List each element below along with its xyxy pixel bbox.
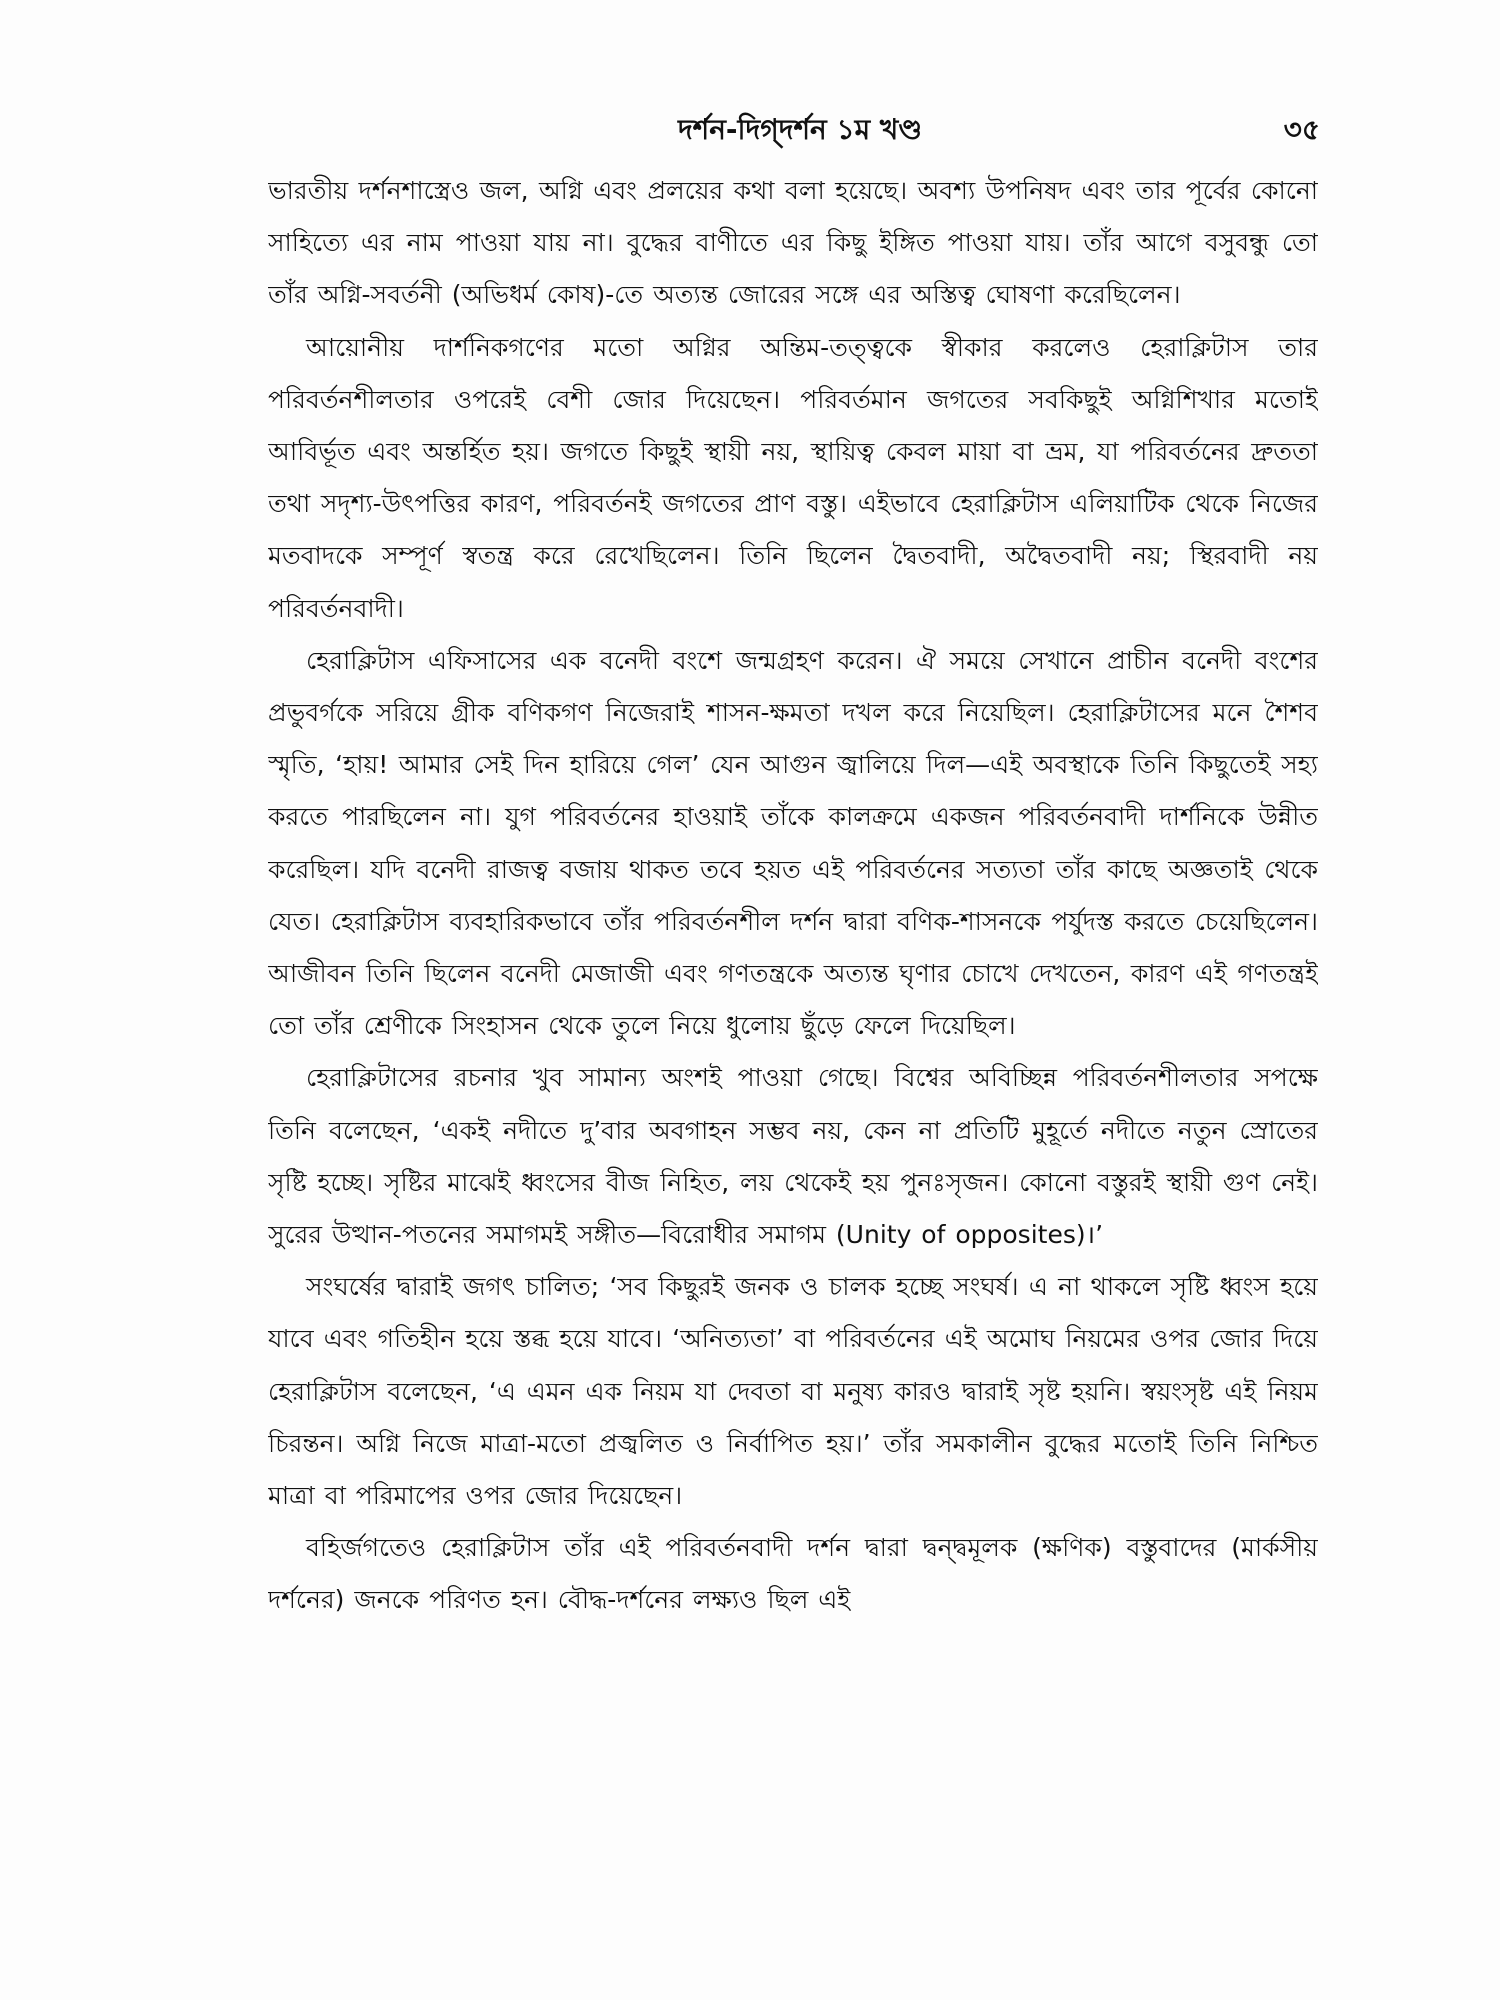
paragraph: হেরাক্লিটাসের রচনার খুব সামান্য অংশই পাওয়া গেছে। বিশ্বের অবিচ্ছিন্ন পরিবর্তনশীলতার সপক্ষে তিনি বলেছেন, ‘একই নদীতে দু’বার অবগাহন সম্ভব নয়, কেন না প্রতিটি মুহূর্তে নদীতে নতুন স্রোতের সৃষ্টি হচ্ছে। সৃষ্টির মাঝেই ধ্বংসের বীজ নিহিত, লয় থেকেই হয় পুনঃসৃজন। কোনো বস্তুরই স্থায়ী গুণ নেই। সুরের উত্থান-পতনের সমাগমই সঙ্গীত—বিরোধীর সমাগম (Unity of opposites)।’ (268, 1063, 1318, 1250)
paragraph: আয়োনীয় দার্শনিকগণের মতো অগ্নির অন্তিম-তত্ত্বকে স্বীকার করলেও হেরাক্লিটাস তার পরিবর্তনশীলতার ওপরেই বেশী জোর দিয়েছেন। পরিবর্তমান জগতের সবকিছুই অগ্নিশিখার মতোই আবির্ভূত এবং অন্তর্হিত হয়। জগতে কিছুই স্থায়ী নয়, স্থায়িত্ব কেবল মায়া বা ভ্রম, যা পরিবর্তনের দ্রুততা তথা সদৃশ্য-উৎপত্তির কারণ, পরিবর্তনই জগতের প্রাণ বস্তু। এইভাবে হেরাক্লিটাস এলিয়াটিক থেকে নিজের মতবাদকে সম্পূর্ণ স্বতন্ত্র করে রেখেছিলেন। তিনি ছিলেন দ্বৈতবাদী, অদ্বৈতবাদী নয়; স্থিরবাদী নয় পরিবর্তনবাদী। (268, 332, 1318, 623)
page-number: ৩৫ (1283, 113, 1320, 146)
paragraph: হেরাক্লিটাস এফিসাসের এক বনেদী বংশে জন্মগ্রহণ করেন। ঐ সময়ে সেখানে প্রাচীন বনেদী বংশের প্রভুবর্গকে সরিয়ে গ্রীক বণিকগণ নিজেরাই শাসন-ক্ষমতা দখল করে নিয়েছিল। হেরাক্লিটাসের মনে শৈশব স্মৃতি, ‘হায়! আমার সেই দিন হারিয়ে গেল’ যেন আগুন জ্বালিয়ে দিল—এই অবস্থাকে তিনি কিছুতেই সহ্য করতে পারছিলেন না। যুগ পরিবর্তনের হাওয়াই তাঁকে কালক্রমে একজন পরিবর্তনবাদী দার্শনিকে উন্নীত করেছিল। যদি বনেদী রাজত্ব বজায় থাকত তবে হয়ত এই পরিবর্তনের সত্যতা তাঁর কাছে অজ্ঞতাই থেকে যেত। হেরাক্লিটাস ব্যবহারিকভাবে তাঁর পরিবর্তনশীল দর্শন দ্বারা বণিক-শাসনকে পর্যুদস্ত করতে চেয়েছিলেন। আজীবন তিনি ছিলেন বনেদী মেজাজী এবং গণতন্ত্রকে অত্যন্ত ঘৃণার চোখে দেখতেন, কারণ এই গণতন্ত্রই তো তাঁর শ্রেণীকে সিংহাসন থেকে তুলে নিয়ে ধুলোয় ছুঁড়ে ফেলে দিয়েছিল। (268, 645, 1318, 1041)
page-title: দর্শন-দিগ্‌দর্শন ১ম খণ্ড (677, 113, 923, 146)
paragraph: বহির্জগতেও হেরাক্লিটাস তাঁর এই পরিবর্তনবাদী দর্শন দ্বারা দ্বন্দ্বমূলক (ক্ষণিক) বস্তুবাদের (মার্কসীয় দর্শনের) জনকে পরিণত হন। বৌদ্ধ-দর্শনের লক্ষ্যও ছিল এই (268, 1533, 1318, 1615)
paragraph: ভারতীয় দর্শনশাস্ত্রেও জল, অগ্নি এবং প্রলয়ের কথা বলা হয়েছে। অবশ্য উপনিষদ এবং তার পূর্বের কোনো সাহিত্যে এর নাম পাওয়া যায় না। বুদ্ধের বাণীতে এর কিছু ইঙ্গিত পাওয়া যায়। তাঁর আগে বসুবন্ধু তো তাঁর অগ্নি-সবর্তনী (অভিধর্ম কোষ)-তে অত্যন্ত জোরের সঙ্গে এর অস্তিত্ব ঘোষণা করেছিলেন। (268, 176, 1318, 310)
paragraph: সংঘর্ষের দ্বারাই জগৎ চালিত; ‘সব কিছুরই জনক ও চালক হচ্ছে সংঘর্ষ। এ না থাকলে সৃষ্টি ধ্বংস হয়ে যাবে এবং গতিহীন হয়ে স্তব্ধ হয়ে যাবে। ‘অনিত্যতা’ বা পরিবর্তনের এই অমোঘ নিয়মের ওপর জোর দিয়ে হেরাক্লিটাস বলেছেন, ‘এ এমন এক নিয়ম যা দেবতা বা মনুষ্য কারও দ্বারাই সৃষ্ট হয়নি। স্বয়ংসৃষ্ট এই নিয়ম চিরন্তন। অগ্নি নিজে মাত্রা-মতো প্রজ্বলিত ও নির্বাপিত হয়।’ তাঁর সমকালীন বুদ্ধের মতোই তিনি নিশ্চিত মাত্রা বা পরিমাপের ওপর জোর দিয়েছেন। (268, 1272, 1318, 1511)
body-text (268, 165, 1318, 1955)
running-header (280, 108, 1320, 158)
